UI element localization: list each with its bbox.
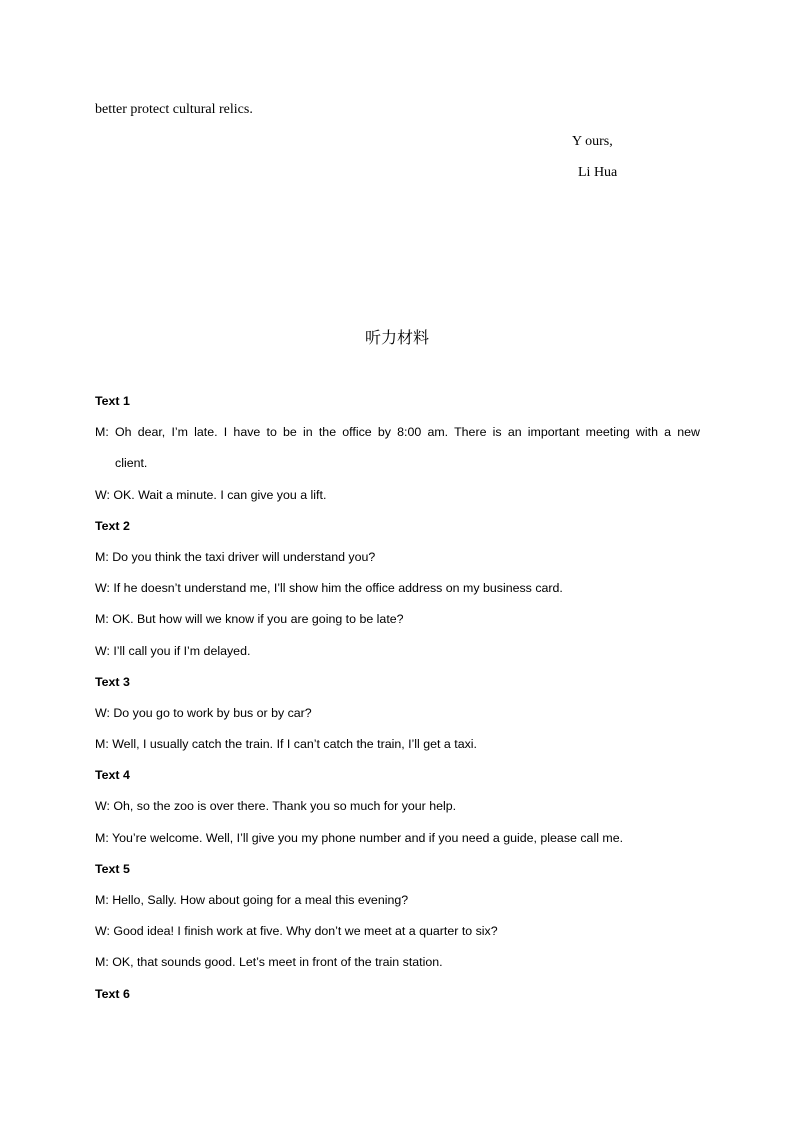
dialogue-line: W: Oh, so the zoo is over there. Thank you so much for your help. xyxy=(95,799,457,814)
letter-signature: Li Hua xyxy=(578,165,618,180)
text-2-heading: Text 2 xyxy=(95,518,130,533)
text-1-heading: Text 1 xyxy=(95,394,130,408)
section-title: 听力材料 xyxy=(364,328,429,347)
text-6-heading: Text 6 xyxy=(95,986,130,1001)
dialogue-line: W: If he doesn’t understand me, I’ll show him the office address on my business card. xyxy=(95,581,563,596)
dialogue-line: W: Do you go to work by bus or by car? xyxy=(95,705,312,720)
dialogue-line: M: Hello, Sally. How about going for a meal this evening? xyxy=(95,893,409,907)
letter-closing-line: better protect cultural relics. xyxy=(95,102,253,117)
dialogue-line: W: OK. Wait a minute. I can give you a lift. xyxy=(95,487,327,502)
dialogue-line: M: Oh dear, I’m late. I have to be in the office by 8:00 am. There is an important meeting with a new xyxy=(95,425,700,440)
dialogue-line: M: OK. But how will we know if you are going to be late? xyxy=(95,612,404,627)
letter-signoff: Y ours, xyxy=(572,134,613,149)
dialogue-line: M: You’re welcome. Well, I’ll give you my phone number and if you need a guide, please call me. xyxy=(95,830,624,845)
dialogue-line: W: Good idea! I finish work at five. Why don’t we meet at a quarter to six? xyxy=(95,924,498,939)
dialogue-line: M: Well, I usually catch the train. If I can’t catch the train, I’ll get a taxi. xyxy=(95,737,477,752)
dialogue-line: W: I’ll call you if I’m delayed. xyxy=(95,643,251,658)
text-5-heading: Text 5 xyxy=(95,861,130,876)
listening-transcript xyxy=(95,392,700,1016)
text-3-heading: Text 3 xyxy=(95,674,130,689)
dialogue-line-continuation: client. xyxy=(115,456,148,471)
dialogue-line: M: OK, that sounds good. Let’s meet in front of the train station. xyxy=(95,955,443,970)
dialogue-line: M: Do you think the taxi driver will understand you? xyxy=(95,549,376,564)
text-4-heading: Text 4 xyxy=(95,768,130,783)
